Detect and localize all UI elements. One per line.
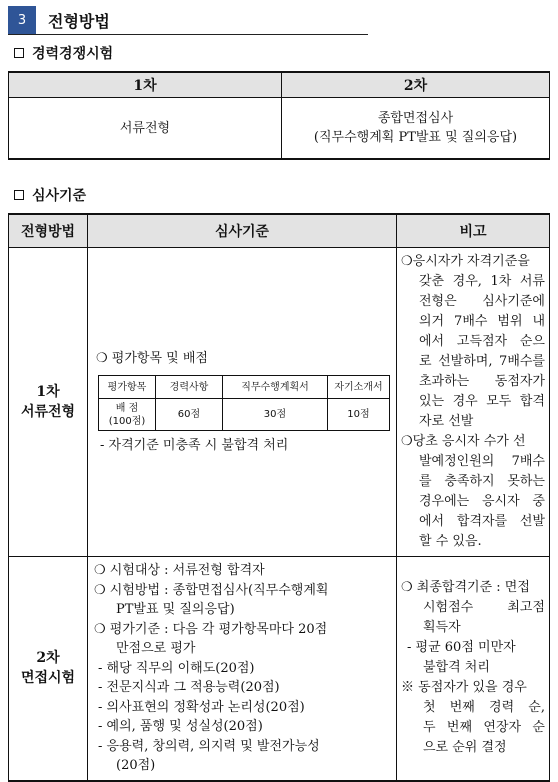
square-bullet-icon — [14, 190, 24, 200]
remark-line: 에서 고득점자 순으 — [419, 334, 545, 349]
method-label: 서류전형 — [20, 404, 76, 420]
method-label: 2차 — [36, 650, 60, 667]
header-criteria: 심사기준 — [88, 214, 397, 248]
criteria-line: - 해당 직무의 이해도(20점) — [98, 660, 255, 676]
criteria-table — [8, 213, 550, 782]
subsection-heading-exam — [14, 43, 113, 63]
remark-line: 를 충족하지 못하는 — [419, 474, 545, 489]
stage2-value — [282, 98, 550, 160]
criteria-line: ❍ 시험방법 : 종합면접심사(직무수행계획 — [94, 582, 329, 598]
score-header: 경력사항 — [156, 376, 223, 399]
remark-line: 경우에는 응시자 중 — [419, 494, 545, 509]
remark-line: ❍응시자가 자격기준을 — [401, 254, 530, 269]
stage2-header: 2차 — [282, 72, 550, 98]
method-cell-stage1 — [9, 248, 88, 557]
remark-line: 갖춘 경우, 1차 서류 — [419, 274, 545, 289]
remark-line: ❍ 최종합격기준 : 면접 — [401, 580, 530, 596]
remark-line: 불합격 처리 — [423, 660, 490, 676]
score-value: 30점 — [223, 399, 328, 431]
remark-line: 자로 선발 — [419, 414, 474, 429]
criteria-line: (20점) — [116, 758, 156, 773]
subsection-title: 경력경쟁시험 — [32, 46, 114, 62]
remark-line: 획득자 — [423, 620, 461, 636]
remark-line: 전형은 심사기준에 — [419, 294, 545, 309]
criteria-line: ❍ 평가기준 : 다음 각 평가항목마다 20점 — [94, 621, 328, 637]
stage2-value-line1: 종합면접심사 — [377, 111, 454, 126]
remark-line: 에서 합격자를 선발 — [419, 514, 545, 529]
stage-table — [8, 71, 550, 160]
score-value: 60점 — [156, 399, 223, 431]
table-row — [9, 248, 550, 557]
stage1-header: 1차 — [9, 72, 282, 98]
score-label — [99, 399, 156, 431]
criteria-cell-stage2 — [88, 557, 397, 781]
stage2-value-line2: (직무수행계획 PT발표 및 질의응답) — [313, 130, 518, 145]
score-table — [98, 375, 390, 431]
fail-note: - 자격기준 미충족 시 불합격 처리 — [100, 438, 289, 453]
remark-line: 첫 번째 경력 순, — [423, 700, 545, 716]
score-value: 10점 — [328, 399, 390, 431]
square-bullet-icon — [14, 48, 24, 58]
method-cell-stage2 — [9, 557, 88, 781]
remark-line: 로 선발하며, 7배수를 — [419, 354, 545, 369]
remarks-cell-stage1 — [397, 248, 550, 557]
score-header: 평가항목 — [99, 376, 156, 399]
remark-line: 있는 경우 모두 합격 — [419, 394, 545, 409]
criteria-line: ❍ 시험대상 : 서류전형 합격자 — [94, 563, 265, 578]
score-header: 자기소개서 — [328, 376, 390, 399]
items-title: ❍ 평가항목 및 배점 — [96, 351, 208, 366]
section-header — [8, 6, 368, 34]
criteria-line: - 응용력, 창의력, 의지력 및 발전가능성 — [98, 738, 320, 754]
remark-line: 두 번째 연장자 순 — [423, 720, 545, 736]
criteria-line: PT발표 및 질의응답) — [116, 602, 235, 617]
header-remarks: 비고 — [397, 214, 550, 248]
criteria-line: - 의사표현의 정확성과 논리성(20점) — [98, 699, 305, 715]
remark-line: ※ 동점자가 있을 경우 — [401, 680, 527, 696]
remark-line: 발예정인원의 7배수 — [419, 454, 545, 469]
stage1-value: 서류전형 — [9, 98, 282, 160]
remark-line: 으로 순위 결정 — [423, 740, 507, 756]
remark-line: 시험점수 최고점 — [423, 600, 545, 616]
subsection-heading-criteria — [14, 185, 86, 205]
criteria-line: - 예의, 품행 및 성실성(20점) — [98, 719, 263, 734]
section-number: 3 — [8, 6, 36, 34]
criteria-line: 만점으로 평가 — [116, 641, 196, 656]
remark-line: ❍당초 응시자 수가 선 — [401, 434, 526, 449]
remark-line: 의거 7배수 범위 내 — [419, 314, 545, 329]
section-title: 전형방법 — [48, 12, 110, 31]
subsection-title: 심사기준 — [32, 188, 87, 204]
score-header: 직무수행계획서 — [223, 376, 328, 399]
score-label-line: 배 점 — [115, 402, 139, 414]
remark-line: - 평균 60점 미만자 — [407, 640, 516, 656]
method-label: 면접시험 — [20, 670, 76, 687]
score-label-line: (100점) — [108, 415, 146, 427]
remark-line: 초과하는 동점자가 — [419, 374, 545, 389]
table-row — [9, 557, 550, 781]
remarks-cell-stage2 — [397, 557, 550, 781]
header-method: 전형방법 — [9, 214, 88, 248]
criteria-cell-stage1 — [88, 248, 397, 557]
header-underline — [8, 34, 368, 35]
method-label: 1차 — [36, 384, 60, 400]
criteria-line: - 전문지식과 그 적용능력(20점) — [98, 680, 280, 695]
remark-line: 할 수 있음. — [419, 534, 482, 549]
